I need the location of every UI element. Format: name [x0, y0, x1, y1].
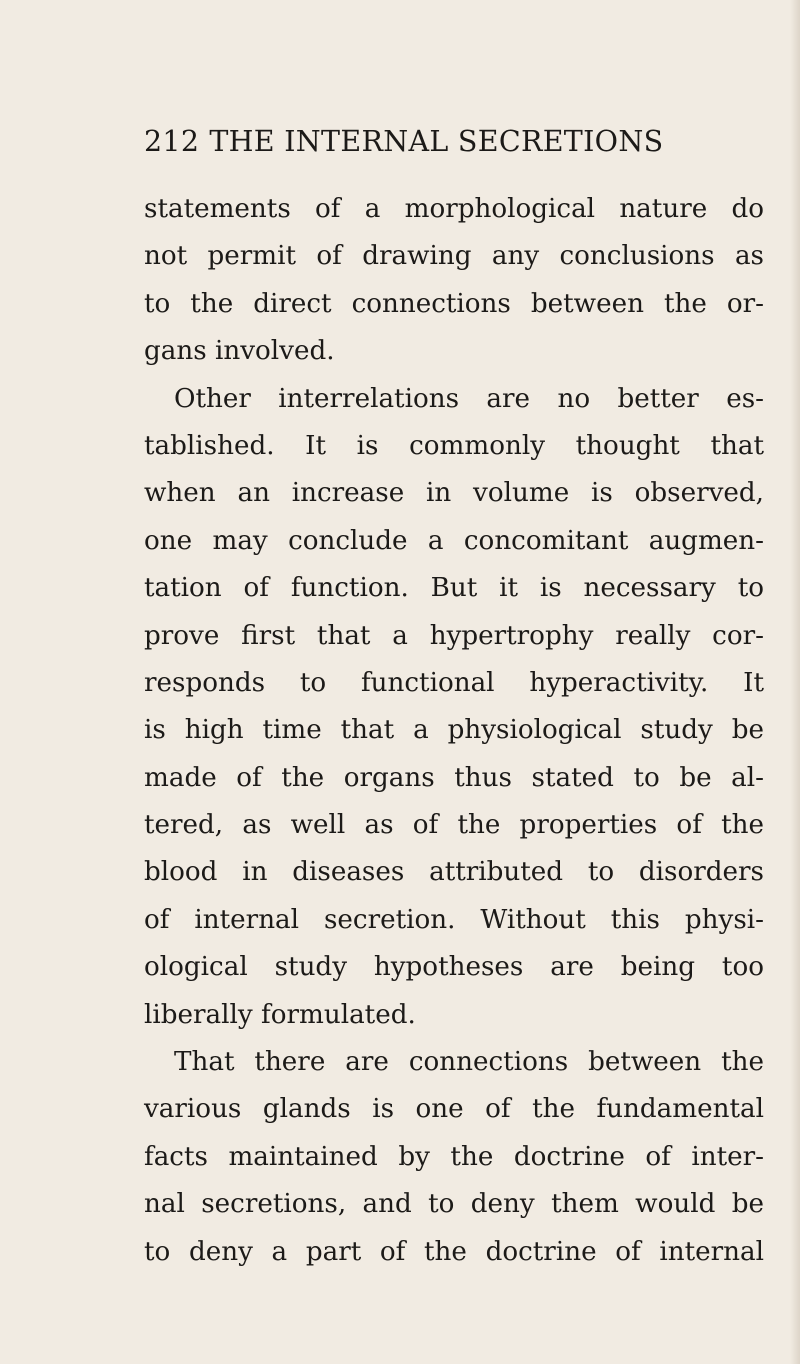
- body-text: [144, 186, 764, 1276]
- text-line: made of the organs thus stated to be al-: [144, 762, 764, 793]
- text-line: That there are connections between the: [174, 1047, 764, 1078]
- text-line: tered, as well as of the properties of the: [144, 810, 764, 841]
- text-line: nal secretions, and to deny them would be: [144, 1189, 764, 1220]
- running-head-title: THE INTERNAL SECRETIONS: [209, 125, 664, 158]
- text-line: tation of function. But it is necessary to: [144, 573, 764, 604]
- text-line: responds to functional hyperactivity. It: [144, 667, 764, 698]
- text-line: gans involved.: [144, 336, 335, 367]
- running-head: [144, 125, 663, 158]
- text-line: blood in diseases attributed to disorders: [144, 857, 764, 888]
- text-line: one may conclude a concomitant augmen-: [144, 525, 764, 556]
- text-line: statements of a morphological nature do: [144, 194, 764, 224]
- text-line: Other interrelations are no better es-: [174, 383, 764, 414]
- text-line: to deny a part of the doctrine of internal: [144, 1236, 764, 1267]
- text-line: not permit of drawing any conclusions as: [144, 241, 764, 272]
- page-number: 212: [144, 125, 200, 158]
- text-line: to the direct connections between the or-: [144, 288, 764, 319]
- text-line: ological study hypotheses are being too: [144, 952, 764, 983]
- text-line: facts maintained by the doctrine of inter-: [144, 1141, 764, 1172]
- text-line: is high time that a physiological study be: [144, 715, 764, 746]
- text-line: of internal secretion. Without this physi-: [144, 904, 764, 935]
- page-edge-shadow: [790, 0, 800, 1364]
- text-line: tablished. It is commonly thought that: [144, 430, 764, 461]
- text-line: when an increase in volume is observed,: [144, 478, 764, 509]
- text-line: liberally formulated.: [144, 999, 416, 1030]
- text-line: various glands is one of the fundamental: [144, 1094, 764, 1125]
- text-line: prove first that a hypertrophy really cor-: [144, 620, 764, 651]
